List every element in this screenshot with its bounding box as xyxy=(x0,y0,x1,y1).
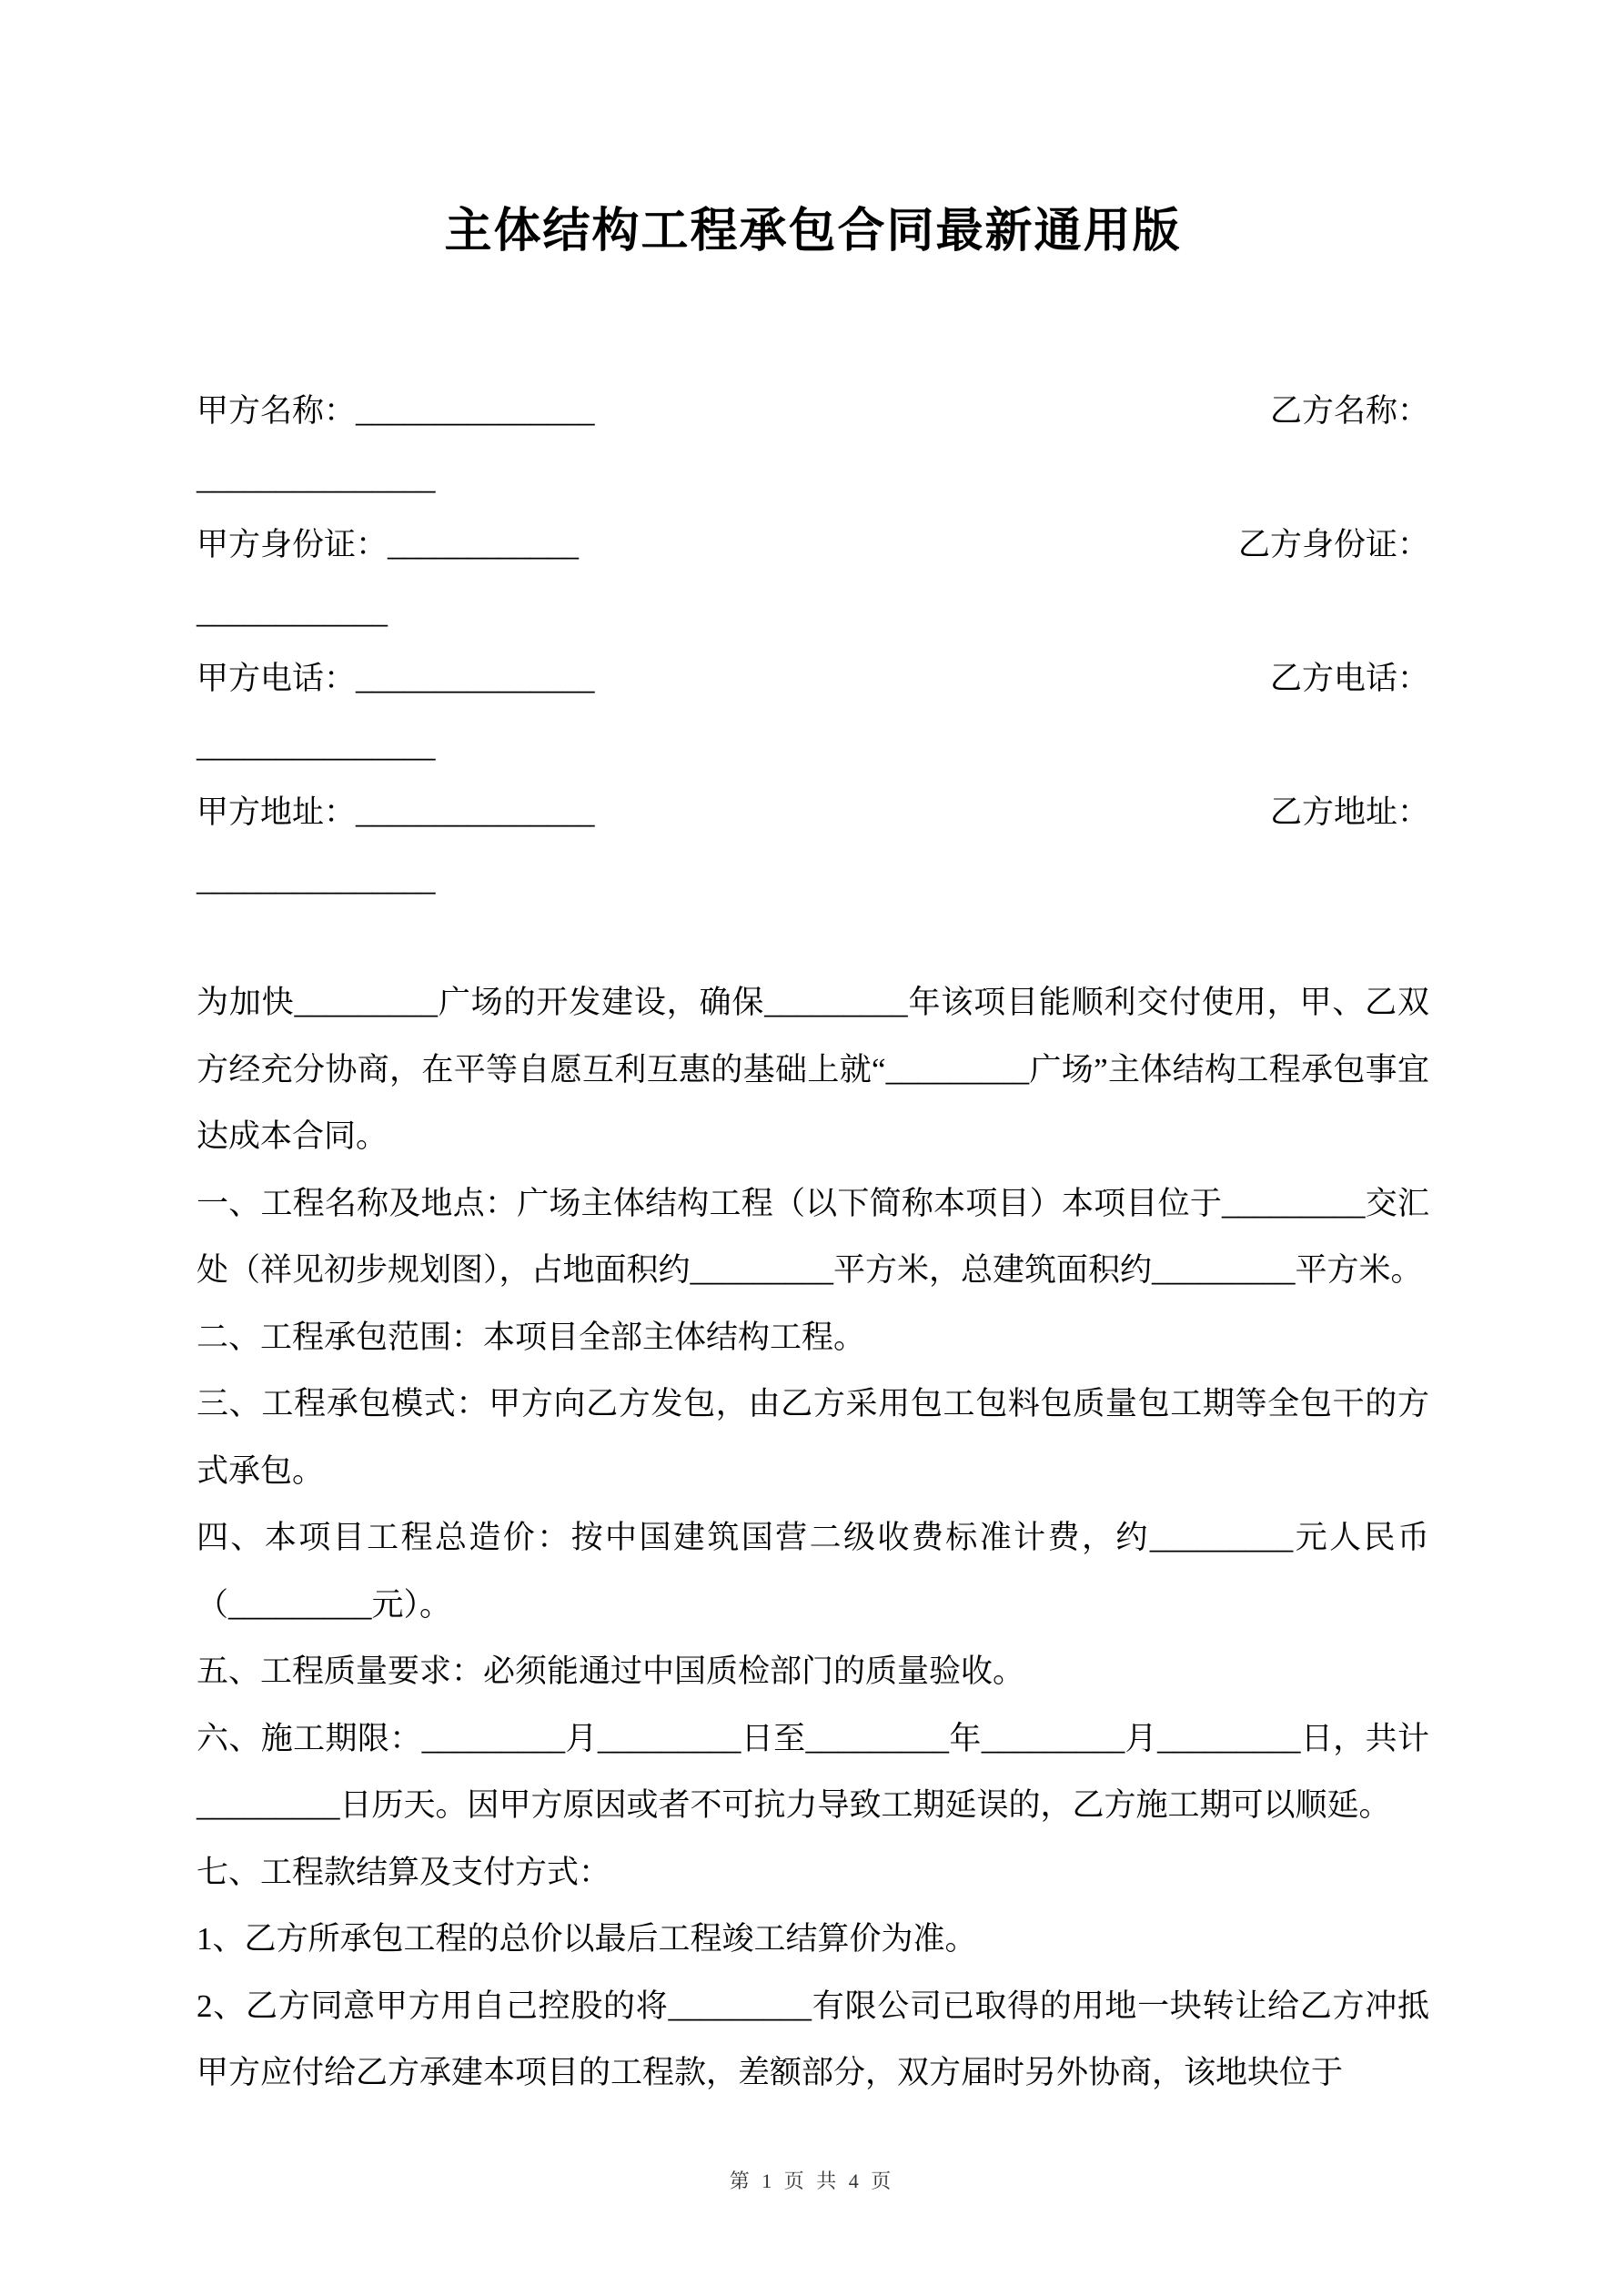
party-b-id-label: 乙方身份证： xyxy=(1237,527,1429,563)
party-row-phone xyxy=(197,645,1429,713)
party-b-address-blank: _______________ xyxy=(197,861,436,897)
party-b-phone-blank: _______________ xyxy=(197,727,436,764)
party-a-id-field: 甲方身份证：____________ xyxy=(197,527,580,563)
clause-7-item-2: 2、乙方同意甲方用自己控股的将_________有限公司已取得的用地一块转让给乙方冲抵甲方应付给乙方承建本项目的工程款，差额部分，双方届时另外协商，该地块位于 xyxy=(197,1988,1429,2091)
party-b-address-label: 乙方地址： xyxy=(1269,794,1429,831)
party-a-name-field: 甲方名称：_______________ xyxy=(197,393,595,430)
paragraph-preamble: 为加快_________广场的开发建设，确保_________年该项目能顺利交付使用，甲、乙双方经充分协商，在平等自愿互利互惠的基础上就“_________广场”主体结构工程承包事宜达成本合同。 xyxy=(197,985,1429,1155)
page-number: 第 1 页 共 4 页 xyxy=(729,2170,895,2192)
party-b-phone-label: 乙方电话： xyxy=(1269,661,1429,697)
party-b-name-label: 乙方名称： xyxy=(1269,393,1429,430)
clause-7-payment-heading: 七、工程款结算及支付方式： xyxy=(197,1854,611,1890)
party-row-address xyxy=(197,779,1429,846)
party-row-id xyxy=(197,511,1429,579)
clause-6-construction-period: 六、施工期限：_________月_________日至_________年_________月_________日，共计_________日历天。因甲方原因或者不可抗力导致工期延误的，乙方施工期可以顺延。 xyxy=(197,1720,1429,1824)
clause-3-contract-mode: 三、工程承包模式：甲方向乙方发包，由乙方采用包工包料包质量包工期等全包干的方式承包。 xyxy=(197,1386,1429,1489)
party-a-address-field: 甲方地址：_______________ xyxy=(197,794,595,831)
contract-body xyxy=(197,969,1429,2107)
clause-4-total-price: 四、本项目工程总造价：按中国建筑国营二级收费标准计费，约_________元人民币（_________元）。 xyxy=(197,1520,1429,1623)
clause-1-project-name-location: 一、工程名称及地点：广场主体结构工程（以下简称本项目）本项目位于_________交汇处（祥见初步规划图），占地面积约_________平方米，总建筑面积约_________平方米。 xyxy=(197,1185,1429,1289)
clause-2-scope: 二、工程承包范围：本项目全部主体结构工程。 xyxy=(197,1319,866,1355)
clause-5-quality: 五、工程质量要求：必须能通过中国质检部门的质量验收。 xyxy=(197,1654,1025,1690)
party-info-section xyxy=(197,378,1429,913)
party-row-name xyxy=(197,378,1429,445)
party-a-phone-field: 甲方电话：_______________ xyxy=(197,661,595,697)
document-title: 主体结构工程承包合同最新通用版 xyxy=(444,206,1182,258)
party-b-name-blank: _______________ xyxy=(197,460,436,496)
party-b-id-blank: ____________ xyxy=(197,593,388,630)
clause-7-item-1: 1、乙方所承包工程的总价以最后工程竣工结算价为准。 xyxy=(197,1921,977,1957)
